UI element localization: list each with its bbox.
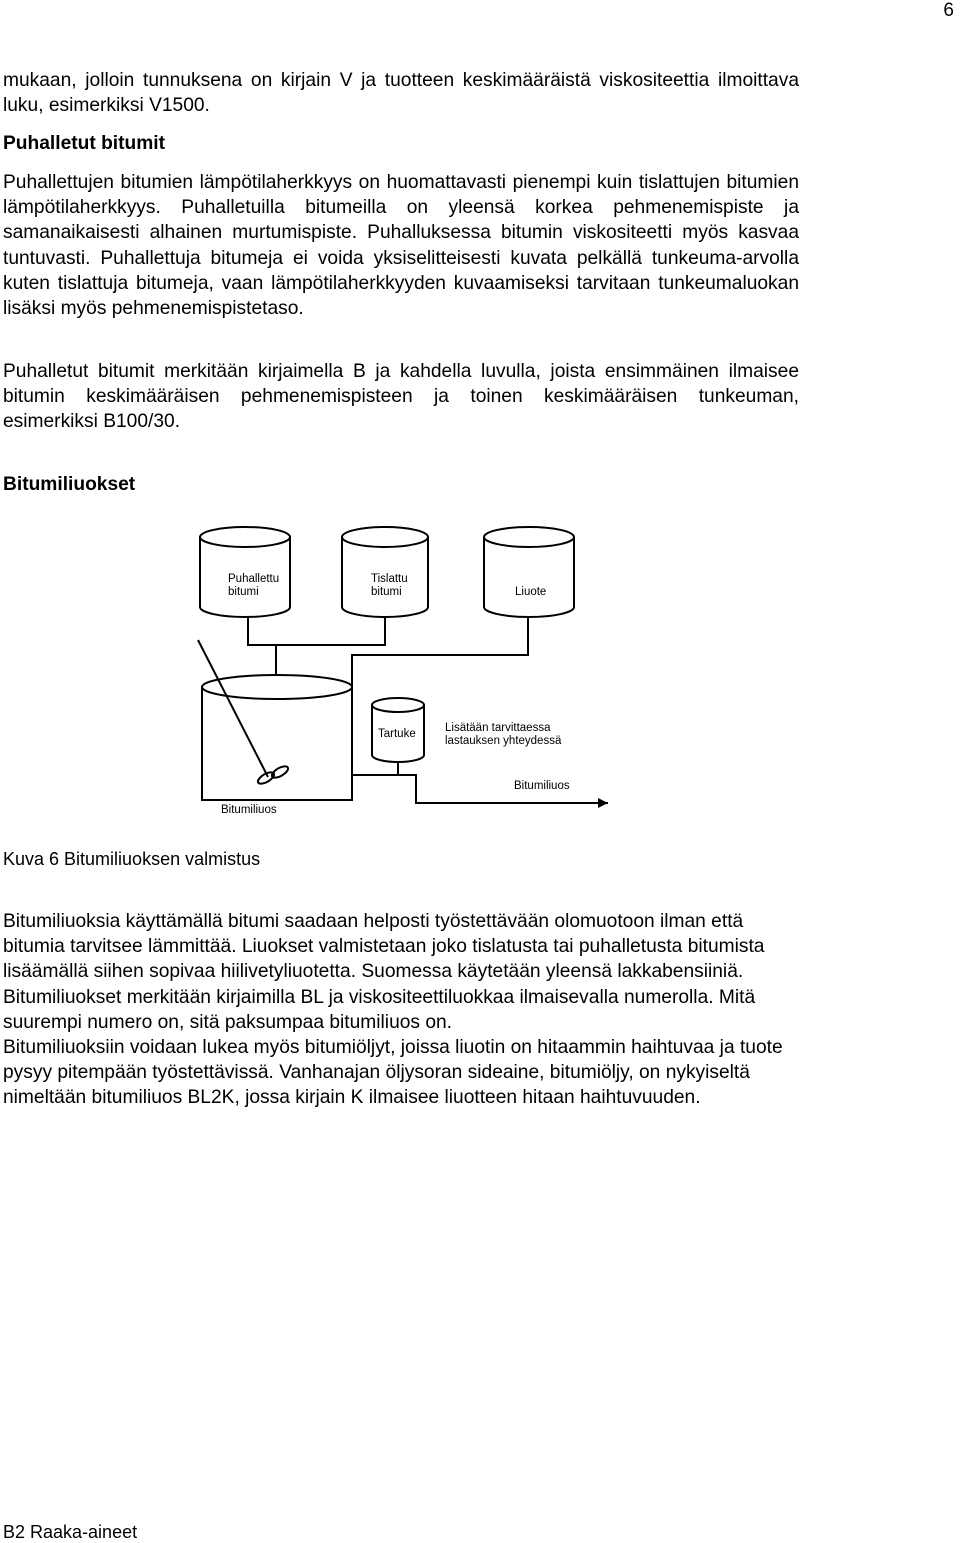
blown-bitumen-paragraph-1 [3,170,799,321]
label-output: Bitumiliuos [514,780,570,792]
section-heading-blown-bitumen: Puhalletut bitumit [3,133,166,154]
note-line-1: Lisätään tarvittaessa [445,722,551,734]
note-line-2: lastauksen yhteydessä [445,735,562,747]
footer-text: B2 Raaka-aineet [3,1522,138,1542]
label-distilled-1: Tislattu [371,573,408,585]
bitumen-solutions-text-3: Bitumiliuoksiin voidaan lukea myös bitumiöljyt, joissa liuotin on hitaammin haihtuvaa ja tuote pysyy pitempään työstettävissä. Vanhanajan öljysoran sideaine, bitumiöljy, on nykyiseltä nimeltään bitumiliuos BL2K, jossa kirjain K ilmaisee liuotteen hitaan haihtuvuuden. [3,1037,783,1109]
bitumen-solutions-text-1: Bitumiliuoksia käyttämällä bitumi saadaan helposti työstettävään olomuotoon ilman että bitumia tarvitsee lämmittää. Liuokset valmistetaan joko tislatusta tai puhalletusta bitumista lisäämällä siihen sopivaa hiilivetyliuotetta. Suomessa käytetään yleensä lakkabensiiniä. [3,911,765,983]
bitumen-solutions-text-2: Bitumiliuokset merkitään kirjaimilla BL ja viskositeettiluokkaa ilmaisevalla numerolla. Mitä suurempi numero on, sitä paksumpaa bitumiliuos on. [3,986,756,1033]
page-number: 6 [943,0,954,21]
tank-distilled-bitumen [342,527,428,617]
tank-blown-bitumen [200,527,290,617]
label-blown-1: Puhallettu [228,573,280,585]
tank-solvent [484,527,574,617]
intro-paragraph [3,68,799,118]
label-distilled-2: bitumi [371,586,402,598]
intro-text: mukaan, jolloin tunnuksena on kirjain V ja tuotteen keskimääräistä viskositeettia ilmoittava luku, esimerkiksi V1500. [3,70,799,117]
blown-bitumen-text-2: Puhalletut bitumit merkitään kirjaimella B ja kahdella luvulla, joista ensimmäinen ilmaisee bitumin keskimääräisen pehmenemispisteen ja toinen keskimääräisen tunkeuman, esimerkiksi B100/30. [3,361,799,433]
section-heading-bitumen-solutions: Bitumiliuokset [3,474,136,495]
blown-bitumen-text-1: Puhallettujen bitumien lämpötilaherkkyys on huomattavasti pienempi kuin tislattujen bitumien lämpötilaherkkyys. Puhalletuilla bitumeilla on yleensä korkea pehmenemispiste ja samanaikaisesti alhainen murtumispiste. Puhalluksessa bitumin viskositeetti myös kasvaa tuntuvasti. Puhallettuja bitumeja ei voida yksiselitteisesti kuvata pelkällä tunkeuma-arvolla kuten tislattuja bitumeja, vaan lämpötilaherkkyyden kuvaamiseksi tarvitaan tunkeumaluokan lisäksi myös pehmenemispistetaso. [3,172,799,320]
label-mixer: Bitumiliuos [221,804,277,816]
pipe-outlet-main [398,775,608,803]
bitumen-solutions-body [3,909,799,1111]
figure-caption: Kuva 6 Bitumiliuoksen valmistus [3,849,261,869]
pipe-distilled-to-mixer [276,617,385,645]
label-solvent: Liuote [515,586,547,598]
pipe-blown-to-mixer [248,617,276,675]
blown-bitumen-paragraph-2 [3,359,799,435]
arrow-right-icon [598,798,608,808]
bitumen-solution-production-diagram [188,515,608,825]
pipe-outlet [352,762,398,775]
label-blown-2: bitumi [228,586,259,598]
label-additive: Tartuke [378,728,416,740]
